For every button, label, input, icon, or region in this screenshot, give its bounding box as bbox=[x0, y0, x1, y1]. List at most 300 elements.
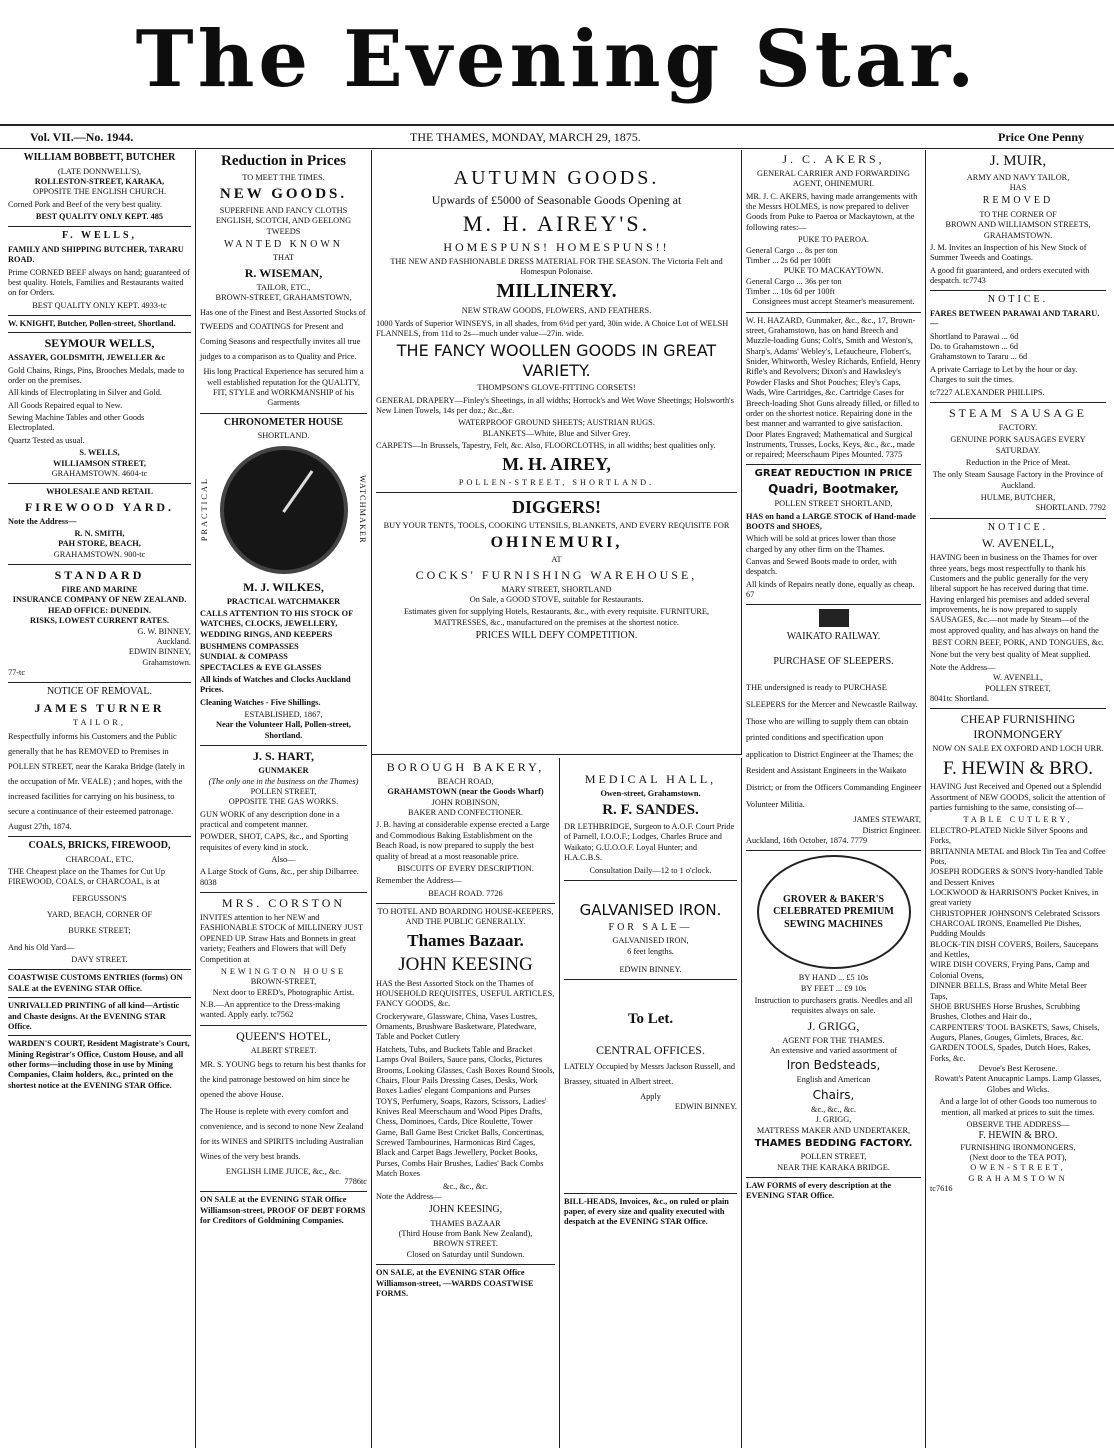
ad-text: 1000 Yards of Superior WINSEYS, in all shades, from 6½d per yard, 30in wide. A Choice Lot of WELSH FLANNELS, from 11d to 2s—much under value—27in. wide. bbox=[376, 318, 729, 338]
ad-heading: COALS, BRICKS, FIREWOOD, bbox=[28, 840, 171, 852]
ad-line: 77-tc bbox=[8, 667, 26, 677]
ad-heading: NOTICE OF REMOVAL. bbox=[46, 686, 153, 698]
ad-line: NEAR THE KARAKA BRIDGE. bbox=[777, 1162, 890, 1172]
ad-heading: PURCHASE OF SLEEPERS. bbox=[773, 655, 894, 667]
ad-line: Do. to Grahamstown ... 6d bbox=[930, 342, 1019, 352]
ad-diggers bbox=[376, 496, 737, 642]
ad-text: A Large Stock of Guns, &c., per ship Dilbarree. 8038 bbox=[200, 867, 359, 887]
ad-line: PRACTICAL WATCHMAKER bbox=[226, 596, 341, 606]
ad-line: BEST QUALITY ONLY KEPT. 4933-tc bbox=[32, 300, 167, 310]
rule bbox=[200, 1025, 367, 1026]
clock-row bbox=[200, 442, 367, 578]
ad-text: All kinds of Repairs neatly done, equally as cheap. 67 bbox=[746, 579, 915, 600]
rule bbox=[8, 682, 191, 683]
ad-line: Also— bbox=[271, 855, 296, 865]
ad-heading: COCKS' FURNISHING WAREHOUSE, bbox=[415, 567, 698, 582]
ad-text: Hatchets, Tubs, and Buckets Table and Bracket Lamps Oval Boilers, Sauce pans, Clocks, Pictures Brooms, Looking Glasses, Cash Boxes Round Stools, Chairs, Flour Pails Dressing Cases, Desks, Work Boxes Ladies' elegant Companions and Purses TOYS, Perfumery, Soaps, Razors, Scissors, Ladies' Knives Real Meerschaum and Wood Pipes Drafts, Chess, Dominoes, Cards, Dice Roulette, Tower Game, Ball Game Best Cricket Balls, Concertinas, Screwed Tambourines, Harmonicas Bird Cages, Black and Carpet Bags Jewellery, Pocket Books, Purses, Combs Hair Brushes, Ladies' Back Combs Match Boxes bbox=[376, 1044, 555, 1179]
ad-text: DR LETHBRIDGE, Surgeon to A.O.F. Court Pride of Parnell, I.O.O.F.; Lodges, Charles Bruce and Waikato; G.U.O.O.F. Loyal Hunter; and H.A.C.B.S. bbox=[564, 822, 735, 863]
ad-line: FACTORY. bbox=[998, 422, 1038, 432]
ad-heading: Thames Bazaar. bbox=[407, 930, 524, 950]
ad-text: All kinds of Electroplating in Silver and Gold. bbox=[8, 388, 162, 398]
ad-line: BY HAND ... £5 10s bbox=[798, 973, 869, 983]
ad-hazard: W. H. HAZARD, Gunmaker, &c., &c., 17, Brown-street, Grahamstown, has on hand Breech and Muzzle-loading Guns; Colt's, Smith and Weston's, Sharp's, Adams' Webley's, Lefaucheure, Flobert's, Snider, Whitworth, Wesley Richards, Enfield, Henry Rifle's and Revolvers; Dixon's and Hawksley's Powder Flasks and Shot Pouches; Eley's Caps, Wads, Wire Cartridges, &c. Cartridge Cases for Breech-loading Shot Guns already filled, or filled to order on the shortest notice. Repairing done in the best manner and warranted to give satisfaction. Door Plates Engraved; Mathematical and Surgical Instruments, Trusses, Locks, Keys, &c., &c., made or repaired; Meerschaum Pipes Mounted. 7375 bbox=[746, 315, 921, 460]
ad-heading: R. WISEMAN, bbox=[244, 265, 323, 280]
ad-line: FAMILY AND SHIPPING BUTCHER, TARARU ROAD. bbox=[8, 244, 184, 265]
ad-text: INVITES attention to her NEW and FASHIONABLE STOCK of MILLINERY JUST OPENED UP. Straw Hats and Bonnets in great variety; Feathers and Flowers that will Defy Competition at bbox=[200, 913, 363, 964]
ad-line: YARD, BEACH, CORNER OF bbox=[46, 909, 153, 919]
ad-line: (LATE DONNWELL'S), bbox=[57, 166, 142, 176]
ad-line: BEACH ROAD. 7726 bbox=[428, 888, 503, 898]
ad-line: 6 feet lengths. bbox=[627, 946, 674, 956]
ad-line: BUSHMENS COMPASSES bbox=[200, 641, 299, 651]
ad-text: Remember the Address— bbox=[376, 876, 462, 886]
ad-line: POLLEN STREET SHORTLAND, bbox=[774, 499, 893, 509]
ad-text: BUY YOUR TENTS, TOOLS, COOKING UTENSILS, BLANKETS, AND EVERY REQUISITE FOR bbox=[383, 520, 730, 530]
ad-text: HAS on hand a LARGE STOCK of Hand-made BOOTS and SHOES, bbox=[746, 511, 916, 531]
rule bbox=[376, 492, 737, 493]
ad-hewin bbox=[930, 712, 1106, 1194]
rule bbox=[564, 880, 737, 881]
ad-text: All kinds of Watches and Clocks Auckland Prices. bbox=[200, 675, 351, 695]
ad-quadri bbox=[746, 468, 921, 601]
rule bbox=[8, 483, 191, 484]
issue-date: THE THAMES, MONDAY, MARCH 29, 1875. bbox=[410, 130, 641, 144]
column-1 bbox=[4, 150, 196, 1448]
rule bbox=[8, 997, 191, 998]
ad-line: NOW ON SALE EX OXFORD AND LOCH URR. bbox=[932, 744, 1104, 754]
rule bbox=[200, 892, 367, 893]
ad-line: S. WELLS, bbox=[79, 448, 120, 458]
ad-text: Note the Address— bbox=[8, 516, 77, 526]
ad-line: WIRE DISH COVERS, Frying Pans, Camp and Colonial Ovens, bbox=[930, 960, 1090, 980]
vertical-label: PRACTICAL bbox=[200, 477, 209, 542]
ad-line: R. N. SMITH, bbox=[74, 528, 125, 538]
ad-line: Next door to ERED's, Photographic Artist. bbox=[212, 987, 355, 997]
ad-line: TABLE CUTLERY, bbox=[963, 815, 1073, 825]
ad-heading: HOMESPUNS! HOMESPUNS!! bbox=[443, 239, 670, 254]
ad-line: Timber ... 10s 6d per 100ft bbox=[746, 286, 835, 296]
ad-line: PUKE TO PAEROA. bbox=[797, 235, 870, 245]
column-3a bbox=[372, 758, 560, 1448]
crest-icon bbox=[819, 609, 849, 627]
ad-text: All Goods Repaired equal to New. bbox=[8, 400, 123, 410]
rule bbox=[564, 979, 737, 980]
ad-line: FIRE AND MARINE bbox=[61, 585, 138, 595]
ad-line: (Third House from Bank New Zealand), bbox=[398, 1229, 533, 1239]
rule bbox=[746, 850, 921, 851]
newspaper-title: The Evening Star. bbox=[135, 14, 979, 105]
rule bbox=[746, 464, 921, 465]
ad-line: JAMES STEWART, bbox=[853, 815, 921, 825]
ad-line: An extensive and varied assortment of bbox=[769, 1046, 898, 1056]
ad-line: Grahamstown. bbox=[142, 657, 191, 667]
ad-line: BEST CORN BEEF, PORK, AND TONGUES, &c. bbox=[932, 638, 1104, 648]
ad-line: DINNER BELLS, Brass and White Metal Beer Taps, bbox=[930, 981, 1087, 1001]
ad-line: ASSAYER, GOLDSMITH, JEWELLER &c bbox=[8, 353, 166, 363]
ad-line: BEACH ROAD, bbox=[437, 777, 494, 786]
ad-line: PRICES WILL DEFY COMPETITION. bbox=[475, 629, 638, 641]
ad-medical bbox=[564, 772, 737, 876]
ad-line: EDWIN BINNEY. bbox=[674, 1102, 737, 1112]
ad-heading: STANDARD bbox=[54, 568, 145, 583]
columns bbox=[4, 150, 1110, 1448]
ad-text: GENUINE PORK SAUSAGES EVERY SATURDAY. bbox=[950, 435, 1086, 455]
ad-heading: GREAT REDUCTION IN PRICE bbox=[754, 467, 913, 479]
ad-proof-of-debt: ON SALE at the EVENING STAR Office Williamson-street, PROOF OF DEBT FORMS for Creditors of Goldmining Companies. bbox=[200, 1195, 366, 1225]
ad-to-let bbox=[564, 1010, 737, 1112]
ad-line: 8041tc Shortland. bbox=[930, 693, 989, 703]
ad-heading: Quadri, Bootmaker, bbox=[768, 482, 899, 497]
ad-heading: NOTICE. bbox=[987, 294, 1049, 306]
ad-line: Note the Address— bbox=[376, 1191, 442, 1201]
ad-line: FURNISHING IRONMONGERS, bbox=[960, 1142, 1076, 1152]
ad-text: GUN WORK of any description done in a practical and competent manner. bbox=[200, 809, 340, 829]
ad-line: HEAD OFFICE: DUNEDIN. bbox=[47, 605, 152, 615]
column-5 bbox=[926, 150, 1110, 1448]
ad-heading: THAMES BEDDING FACTORY. bbox=[754, 1137, 913, 1149]
sewing-machine-emblem: GROVER & BAKER'S CELEBRATED PREMIUM SEWING MACHINES bbox=[757, 855, 911, 969]
ad-line: AT bbox=[551, 555, 562, 565]
ad-line: F. HEWIN & BRO. bbox=[978, 1130, 1058, 1142]
ad-text: The only Steam Sausage Factory in the Province of Auckland. bbox=[932, 470, 1104, 490]
ad-bill-heads: BILL-HEADS, Invoices, &c., on ruled or plain paper, of every size and quality executed with despatch at the EVENING STAR Office. bbox=[564, 1196, 729, 1227]
ad-line: SUNDIAL & COMPASS bbox=[200, 652, 288, 662]
ad-line: GUNMAKER bbox=[258, 766, 309, 776]
ad-line: GENERAL CARRIER AND FORWARDING AGENT, OHINEMURI. bbox=[757, 169, 910, 189]
ad-line: General Cargo ... 8s per ton bbox=[746, 245, 838, 255]
ad-line: JOSEPH RODGERS & SON'S Ivory-handled Table and Dessert Knives bbox=[930, 867, 1103, 887]
ad-fwells bbox=[8, 230, 191, 311]
ad-line: TO MEET THE TIMES. bbox=[242, 172, 325, 182]
ad-heading: W. AVENELL, bbox=[981, 536, 1055, 551]
ad-wiseman bbox=[200, 152, 367, 409]
ad-line: BEST QUALITY ONLY KEPT. 485 bbox=[35, 211, 164, 221]
volume-number: Vol. VII.—No. 1944. bbox=[30, 130, 134, 144]
ad-line: SHOE BRUSHES Horse Brushes, Scrubbing Brushes, Clothes and Hair do., bbox=[930, 1001, 1081, 1022]
ad-line: &c., &c., &c. bbox=[811, 1104, 856, 1114]
ad-line: TAILOR, bbox=[73, 717, 126, 727]
ad-knight: W. KNIGHT, Butcher, Pollen-street, Shortland. bbox=[8, 318, 176, 328]
ad-avenell bbox=[930, 522, 1106, 705]
ad-line: Upwards of £5000 of Seasonable Goods Opening at bbox=[431, 193, 682, 207]
column-4 bbox=[742, 150, 926, 1448]
ad-heading: NEW GOODS. bbox=[219, 186, 348, 203]
ad-line: SHORTLAND. bbox=[257, 431, 310, 441]
ad-line: SUPERFINE AND FANCY CLOTHS bbox=[219, 205, 348, 215]
ad-line: WILLIAMSON STREET, bbox=[53, 458, 146, 468]
ad-line: GARDEN TOOLS, Spades, Dutch Hoes, Rakes, Forks, &c. bbox=[930, 1043, 1091, 1063]
ad-heading: CHEAP FURNISHING IRONMONGERY bbox=[960, 712, 1076, 742]
ad-heading: WAIKATO RAILWAY. bbox=[786, 631, 881, 643]
ad-hart bbox=[200, 749, 367, 888]
ad-line: ELECTRO-PLATED Nickle Silver Spoons and Forks, bbox=[930, 825, 1088, 846]
ad-line: TO THE CORNER OF bbox=[979, 209, 1057, 219]
ad-text: Prime CORNED BEEF always on hand; guaranteed of best quality. Hotels, Families and Restaurants waited on for Orders. bbox=[8, 267, 190, 298]
ad-line: ROLLESTON-STREET, KARAKA, bbox=[34, 176, 165, 186]
ad-text: Cleaning Watches - Five Shillings. bbox=[200, 697, 321, 707]
ad-queens bbox=[200, 1029, 367, 1188]
ad-line: Grahamstown to Tararu ... 6d bbox=[930, 352, 1028, 362]
ad-text: Crockeryware, Glassware, China, Vases Lustres, Ornaments, Brushware Basketware, Platedware, Table and Pocket Cutlery bbox=[376, 1011, 538, 1042]
ad-line: ENGLISH, SCOTCH, AND GEELONG TWEEDS bbox=[215, 216, 352, 236]
ad-line: G. W. BINNEY, bbox=[137, 626, 191, 636]
ad-text: MR. J. C. AKERS, having made arrangements with the Messrs HOLMES, is now prepared to deliver Goods from Puke to Paeroa or Mackaytown, at the following rates:— bbox=[746, 191, 918, 232]
ad-heading: Iron Bedsteads, bbox=[786, 1058, 881, 1073]
ad-line: POLLEN STREET, bbox=[250, 786, 317, 796]
ad-heading: F. HEWIN & BRO. bbox=[943, 757, 1093, 779]
ad-line: Closed on Saturday until Sundown. bbox=[406, 1249, 525, 1259]
ad-firewood bbox=[8, 487, 191, 560]
ad-heading: J. S. HART, bbox=[252, 749, 315, 764]
ad-heading: NOTICE. bbox=[987, 521, 1049, 533]
ad-heading: MEDICAL HALL, bbox=[584, 772, 717, 786]
ad-text: His long Practical Experience has secured him a well established reputation for the QUALITY, FIT, STYLE and WORKMANSHIP of his Garments bbox=[203, 367, 364, 408]
ad-standard bbox=[8, 568, 191, 678]
ad-line: BROWN-STREET, bbox=[250, 977, 317, 987]
rule bbox=[376, 1264, 555, 1265]
ad-heading: GALVANISED IRON. bbox=[579, 900, 722, 919]
ad-line: GRAHAMSTOWN. 4604-tc bbox=[51, 468, 148, 478]
rule bbox=[8, 564, 191, 565]
ad-akers bbox=[746, 152, 921, 308]
ad-line: Timber ... 2s 6d per 100ft bbox=[746, 255, 831, 265]
ad-text: August 27th, 1874. bbox=[8, 821, 72, 831]
ad-line: Auckland. bbox=[156, 636, 191, 646]
masthead bbox=[0, 0, 1114, 120]
ad-line: BURKE STREET; bbox=[68, 926, 131, 936]
ad-heading: CENTRAL OFFICES. bbox=[596, 1042, 705, 1057]
rule bbox=[930, 708, 1106, 709]
ad-line: J. GRIGG, bbox=[815, 1115, 852, 1125]
rule bbox=[746, 312, 921, 313]
ad-line: Consignees must accept Steamer's measurement. bbox=[752, 297, 915, 307]
ad-line: BISCUITS OF EVERY DESCRIPTION. bbox=[397, 863, 534, 873]
ad-fares bbox=[930, 294, 1106, 397]
ad-line: CHRISTOPHER JOHNSON'S Celebrated Scissors bbox=[930, 908, 1100, 918]
ad-line: THOMPSON'S GLOVE-FITTING CORSETS! bbox=[477, 383, 636, 393]
ad-line: English and American bbox=[796, 1075, 871, 1085]
ad-line: EDWIN BINNEY, bbox=[128, 647, 191, 657]
ad-line: Consultation Daily—12 to 1 o'clock. bbox=[589, 865, 712, 875]
rule bbox=[746, 1177, 921, 1178]
ad-line: HULME, BUTCHER, bbox=[980, 493, 1056, 503]
ad-text: FARES BETWEEN PARAWAI AND TARARU.— bbox=[930, 308, 1100, 329]
ad-airey bbox=[376, 166, 737, 488]
ad-heading: DIGGERS! bbox=[511, 497, 601, 518]
ad-coastwise-forms: ON SALE, at the EVENING STAR Office Williamson-street, —WARDS COASTWISE FORMS. bbox=[376, 1268, 534, 1298]
rule bbox=[376, 903, 555, 904]
rule bbox=[200, 1191, 367, 1192]
ad-line: WHOLESALE AND RETAIL bbox=[46, 487, 153, 497]
dateline-bar bbox=[0, 124, 1114, 149]
ad-line: MARY STREET, SHORTLAND bbox=[501, 584, 612, 594]
rule bbox=[8, 836, 191, 837]
ad-line: ENGLISH LIME JUICE, &c., &c. bbox=[225, 1166, 342, 1176]
ad-text: THE undersigned is ready to PURCHASE SLEEPERS for the Mercer and Newcastle Railway. Those who are willing to supply them can obtain printed conditions and specification upon application to District Engineer at the Thames; the Resident and Assistant Engineers in the Waikato District; or from the Officers Commanding Engineer Volunteer Militia. bbox=[746, 683, 921, 809]
column-3-top bbox=[372, 150, 742, 755]
ad-line: RISKS, LOWEST CURRENT RATES. bbox=[29, 616, 170, 626]
ad-line: THAT bbox=[272, 253, 295, 263]
ad-line: OPPOSITE THE GAS WORKS. bbox=[228, 797, 339, 807]
ad-text: A private Carriage to Let by the hour or day. Charges to suit the times. bbox=[930, 364, 1078, 385]
ad-text: Quartz Tested as usual. bbox=[8, 435, 85, 445]
ad-line: Near the Volunteer Hall, Pollen-street, Shortland. bbox=[215, 720, 352, 740]
ad-line: BY FEET ... £9 10s bbox=[800, 983, 867, 993]
ad-line: Auckland, 16th October, 1874. 7779 bbox=[746, 835, 868, 845]
ad-railway bbox=[746, 609, 921, 846]
ad-heading: BOROUGH BAKERY, bbox=[386, 760, 545, 774]
rule bbox=[200, 413, 367, 414]
ad-line: 7786tc bbox=[344, 1176, 367, 1186]
ad-line: INSURANCE COMPANY OF NEW ZEALAND. bbox=[12, 595, 187, 605]
ad-text: Has one of the Finest and Best Assorted Stocks of TWEEDS and COATINGS for Present and Coming Seasons and respectfully invites all true judges to a comparison as to Quality and Price. bbox=[200, 307, 366, 362]
ad-line: (The only one in the business on the Thames) bbox=[208, 776, 359, 786]
rule bbox=[8, 332, 191, 333]
clock-icon bbox=[220, 446, 348, 574]
ad-line: (Next door to the TEA POT), bbox=[969, 1153, 1067, 1163]
ad-line: MATTRESS MAKER AND UNDERTAKER, bbox=[756, 1125, 911, 1135]
ad-heading: F. WELLS, bbox=[61, 230, 138, 242]
ad-line: AGENT FOR THE THAMES. bbox=[782, 1035, 885, 1045]
ad-text: LATELY Occupied by Messrs Jackson Russell, and Brassey, situated in Albert street. bbox=[564, 1061, 735, 1086]
ad-line: District Engineer. bbox=[862, 825, 921, 835]
ad-text: Corned Pork and Beef of the very best quality. bbox=[8, 199, 163, 209]
ad-line: On Sale, a GOOD STOVE, suitable for Restaurants. bbox=[469, 594, 644, 604]
ad-line: ALBERT STREET. bbox=[250, 1045, 317, 1055]
ad-galvanised-iron bbox=[564, 901, 737, 975]
ad-line: BROWN-STREET, GRAHAMSTOWN, bbox=[215, 293, 352, 303]
rule bbox=[8, 969, 191, 970]
ad-heading: M. J. WILKES, bbox=[243, 579, 324, 594]
ad-text: And a large lot of other Goods too numerous to mention, all marked at prices to suit the times. bbox=[939, 1097, 1097, 1117]
ad-line: Note the Address— bbox=[930, 662, 996, 672]
ad-heading: SEYMOUR WELLS, bbox=[44, 336, 155, 351]
ad-heading: JAMES TURNER bbox=[34, 700, 165, 715]
ad-line: Reduction in the Price of Meat. bbox=[965, 457, 1071, 467]
ad-text: J. M. Invites an Inspection of his New Stock of Summer Tweeds and Coatings. bbox=[930, 243, 1087, 263]
ad-heading: R. F. SANDES. bbox=[602, 802, 699, 819]
rule bbox=[930, 290, 1106, 291]
ad-line: OBSERVE THE ADDRESS— bbox=[966, 1119, 1070, 1129]
ad-heading: J. GRIGG, bbox=[807, 1018, 860, 1033]
ad-turner bbox=[8, 686, 191, 832]
ad-heading: JOHN KEESING, bbox=[428, 1204, 503, 1216]
rule bbox=[930, 518, 1106, 519]
ad-heading: QUEEN'S HOTEL, bbox=[236, 1028, 331, 1043]
ad-line: PUKE TO MACKAYTOWN. bbox=[783, 266, 884, 276]
ad-heading: M. H. AIREY, bbox=[502, 454, 611, 475]
ad-text: J. B. having at considerable expense erected a Large and Commodious Baking Establishment on the Beach Road, is now prepared to supply the best quality of bread at a most reasonable price. bbox=[376, 820, 550, 861]
rule bbox=[930, 402, 1106, 403]
rule bbox=[746, 604, 921, 605]
ad-text: HAVING been in business on the Thames for over three years, begs most respectfully to thank his Customers and the public generally for the very liberal support he has received during that time. Having enlarged his premises and added several improvements, he is now prepared to supply SAUSAGES, &c.—not made by Steam—of the most approved quality, and has always on hand the bbox=[930, 553, 1099, 635]
ad-line: tc7227 ALEXANDER PHILLIPS. bbox=[930, 387, 1045, 397]
ad-text: The House is replete with every comfort and convenience, and is second to none New Zealand for its WINES and SPIRITS including Australian Wines of the very best brands. bbox=[200, 1106, 364, 1161]
ad-line: Owen-street, Grahamstown. bbox=[600, 789, 701, 798]
ad-bazaar bbox=[376, 907, 555, 1260]
rule bbox=[8, 1035, 191, 1036]
ad-text: Which will be sold at prices lower than those charged by any other firm on the Thames. bbox=[746, 534, 896, 554]
ad-line: BRITANNIA METAL and Block Tin Tea and Coffee Pots, bbox=[930, 846, 1106, 866]
ad-line: ARMY AND NAVY TAILOR, bbox=[966, 172, 1070, 182]
ad-heading: THE FANCY WOOLLEN GOODS IN GREAT VARIETY. bbox=[396, 341, 717, 381]
ad-line: OWEN-STREET, GRAHAMSTOWN bbox=[968, 1163, 1068, 1183]
ad-sausage bbox=[930, 406, 1106, 514]
ad-heading: STEAM SAUSAGE bbox=[948, 405, 1087, 420]
ad-heading: To Let. bbox=[627, 1011, 674, 1028]
ad-heading: JOHN KEESING bbox=[398, 953, 533, 975]
ad-text: CALLS ATTENTION TO HIS STOCK OF WATCHES, CLOCKS, JEWELLERY, WEDDING RINGS, AND KEEPERS bbox=[200, 608, 353, 639]
ad-line: POLLEN-STREET, SHORTLAND. bbox=[458, 477, 655, 487]
ad-text: CARPETS—In Brussels, Tapestry, Felt, &c. Also, FLOORCLOTHS, in all widths; best qualities only. bbox=[376, 441, 716, 451]
ad-line: Shortland to Parawai ... 6d bbox=[930, 331, 1019, 341]
ad-text: THE NEW AND FASHIONABLE DRESS MATERIAL FOR THE SEASON. The Victoria Felt and Homespun Polonaise. bbox=[390, 256, 723, 276]
ad-swells bbox=[8, 336, 191, 479]
ad-heading: FIREWOOD YARD. bbox=[24, 499, 175, 514]
ad-line: JOHN ROBINSON, bbox=[431, 797, 500, 807]
ad-coals bbox=[8, 840, 191, 965]
rule bbox=[8, 315, 191, 316]
ad-heading: J. C. AKERS, bbox=[782, 152, 885, 166]
ad-line: DAVY STREET. bbox=[71, 955, 128, 965]
column-3b bbox=[560, 758, 742, 1448]
ad-text: HAVING Just Received and Opened out a Splendid Assortment of NEW GOODS, solicit the attention of parties furnishing to the same, consisting of— bbox=[930, 782, 1106, 813]
ad-line: FERGUSSON'S bbox=[72, 893, 127, 903]
ad-line: BAKER AND CONFECTIONER. bbox=[407, 808, 523, 818]
ad-line: WATERPROOF GROUND SHEETS; AUSTRIAN RUGS. bbox=[458, 418, 655, 428]
ad-line: CHARCOAL IRONS, Enamelled Pie Dishes, Pudding Moulds bbox=[930, 919, 1082, 939]
ad-heading: WILLIAM BOBBETT, BUTCHER bbox=[23, 152, 176, 163]
ad-line: PAH STORE, BEACH, bbox=[58, 539, 141, 549]
ad-line: THAMES BAZAAR bbox=[430, 1218, 501, 1228]
ad-line: BROWN STREET. bbox=[433, 1239, 498, 1249]
ad-line: ESTABLISHED, 1867, bbox=[244, 710, 323, 720]
ad-line: POLLEN STREET, bbox=[985, 683, 1051, 693]
ad-text: A good fit guaranteed, and orders executed with despatch. tc7743 bbox=[930, 265, 1090, 286]
ad-heading: MILLINERY. bbox=[496, 280, 617, 303]
ad-heading: REMOVED bbox=[982, 195, 1054, 207]
ad-text: Canvas and Sewed Boots made to order, with despatch. bbox=[746, 557, 897, 577]
ad-text: N.B.—An apprentice to the Dress-making wanted. Apply early. tc7562 bbox=[200, 1000, 341, 1020]
ad-heading: WANTED KNOWN bbox=[223, 238, 344, 250]
ad-grigg bbox=[746, 855, 921, 1173]
ad-heading: OHINEMURI, bbox=[490, 534, 623, 552]
ad-corston bbox=[200, 896, 367, 1021]
ad-line: SPECTACLES & EYE GLASSES bbox=[200, 662, 322, 672]
ad-heading: Chairs, bbox=[812, 1087, 855, 1102]
ad-text: POWDER, SHOT, CAPS, &c., and Sporting requisites of every kind in stock. bbox=[200, 832, 349, 852]
ad-text: None but the very best quality of Meat supplied. bbox=[930, 650, 1091, 660]
ad-heading: MRS. CORSTON bbox=[221, 896, 346, 911]
rule bbox=[8, 226, 191, 227]
ad-line: GALVANISED IRON, bbox=[612, 936, 689, 946]
ad-text: Sewing Machine Tables and other Goods Electroplated. bbox=[8, 413, 145, 433]
ad-heading: Reduction in Prices bbox=[221, 153, 346, 169]
ad-text: Respectfully informs his Customers and the Public generally that he has REMOVED to Premises in POLLEN STREET, near the Karaka Bridge (lately in the occupation of Mr. VEALE) ; and hopes, with the increased facilities for carrying on his business, to secure a continuance of their esteemed patronage. bbox=[8, 732, 185, 816]
ad-line: HAS bbox=[1009, 183, 1027, 193]
ad-bobbett bbox=[8, 152, 191, 222]
ad-line: NEW STRAW GOODS, FLOWERS, AND FEATHERS. bbox=[461, 306, 652, 316]
ad-wilkes bbox=[200, 417, 367, 742]
ad-line: TAILOR, ETC., bbox=[256, 282, 311, 292]
ad-line: tc7616 bbox=[930, 1184, 953, 1194]
ad-line: General Cargo ... 36s per ton bbox=[746, 276, 842, 286]
ad-text: Instruction to purchasers gratis. Needles and all requisites always on sale. bbox=[754, 995, 913, 1016]
ad-line: LOCKWOOD & HARRISON'S Pocket Knives, in great variety bbox=[930, 887, 1099, 908]
ad-line: Rowatt's Patent Anucapnic Lamps. Lamp Glasses, Globes and Wicks. bbox=[934, 1074, 1102, 1094]
ad-warden: WARDEN'S COURT, Resident Magistrate's Court, Mining Registrar's Office, Custom House, and all other forms—including those in use by Mining Companies, Claim holders, &c., printed on the shortest notice at the EVENING STAR Office. bbox=[8, 1039, 190, 1090]
ad-coastwise: COASTWISE CUSTOMS ENTRIES (forms) ON SALE at the EVENING STAR Office. bbox=[8, 973, 183, 993]
